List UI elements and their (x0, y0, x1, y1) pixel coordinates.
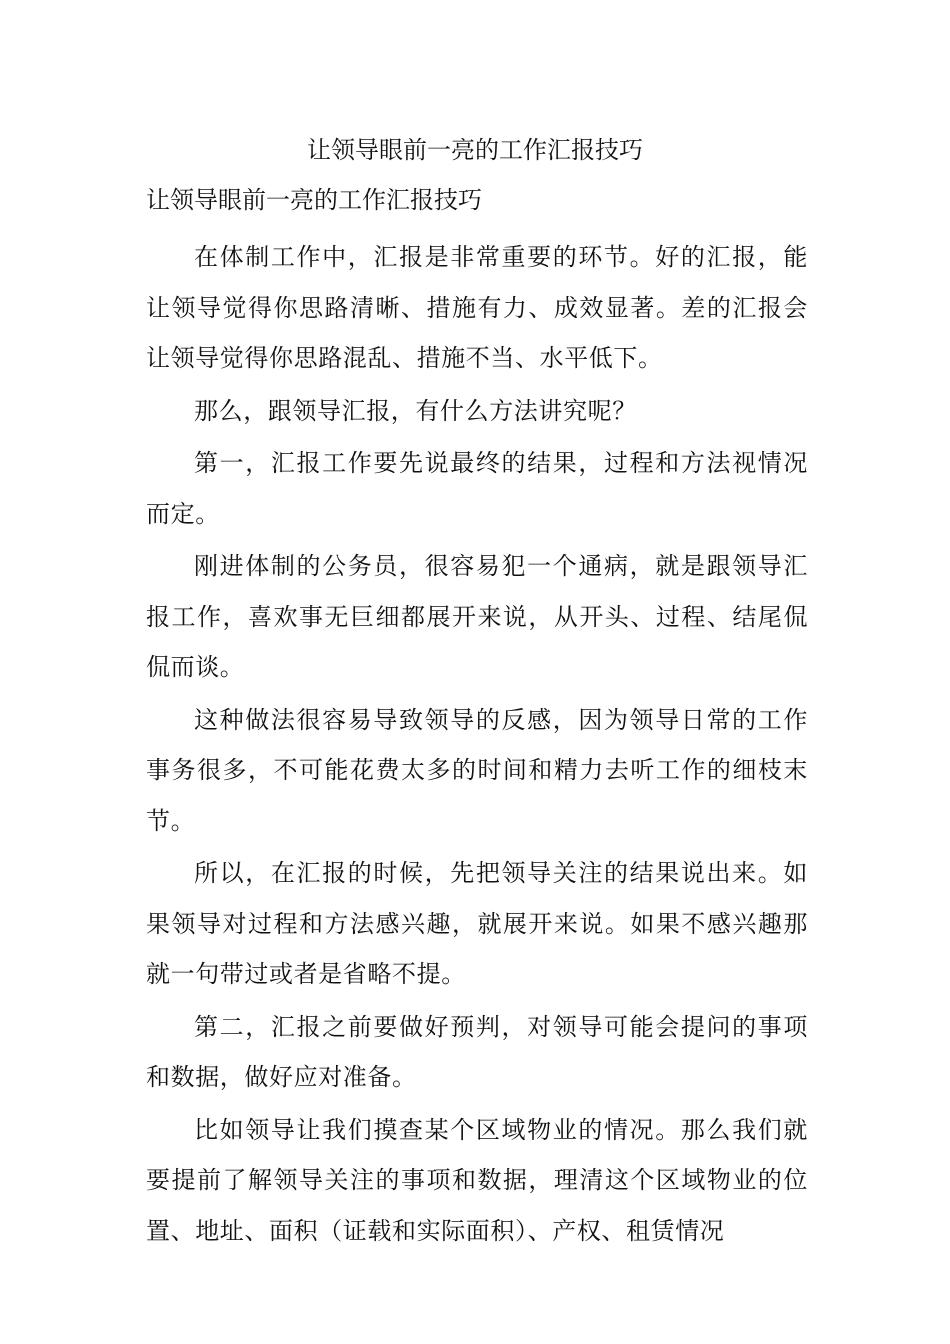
paragraph-point-two: 第二，汇报之前要做好预判，对领导可能会提问的事项和数据，做好应对准备。 (146, 1012, 808, 1091)
document-subtitle: 让领导眼前一亮的工作汇报技巧 (146, 186, 482, 214)
paragraph-example: 比如领导让我们摸查某个区域物业的情况。那么我们就要提前了解领导关注的事项和数据，理清这个区域物业的位置、地址、面积（证载和实际面积）、产权、租赁情况 (146, 1115, 808, 1245)
paragraph-intro: 在体制工作中，汇报是非常重要的环节。好的汇报，能让领导觉得你思路清晰、措施有力、成效显著。差的汇报会让领导觉得你思路混乱、措施不当、水平低下。 (146, 243, 808, 372)
paragraph-point-one: 第一，汇报工作要先说最终的结果，过程和方法视情况而定。 (146, 449, 808, 528)
document-title: 让领导眼前一亮的工作汇报技巧 (307, 136, 643, 164)
paragraph-reason: 这种做法很容易导致领导的反感，因为领导日常的工作事务很多，不可能花费太多的时间和精力去听工作的细枝末节。 (146, 705, 808, 835)
paragraph-question: 那么，跟领导汇报，有什么方法讲究呢？ (194, 396, 637, 425)
paragraph-advice: 所以，在汇报的时候，先把领导关注的结果说出来。如果领导对过程和方法感兴趣，就展开来说。如果不感兴趣那就一句带过或者是省略不提。 (146, 859, 808, 988)
document-body (146, 232, 808, 1258)
paragraph-common-mistake: 刚进体制的公务员，很容易犯一个通病，就是跟领导汇报工作，喜欢事无巨细都展开来说，从开头、过程、结尾侃侃而谈。 (146, 552, 808, 681)
